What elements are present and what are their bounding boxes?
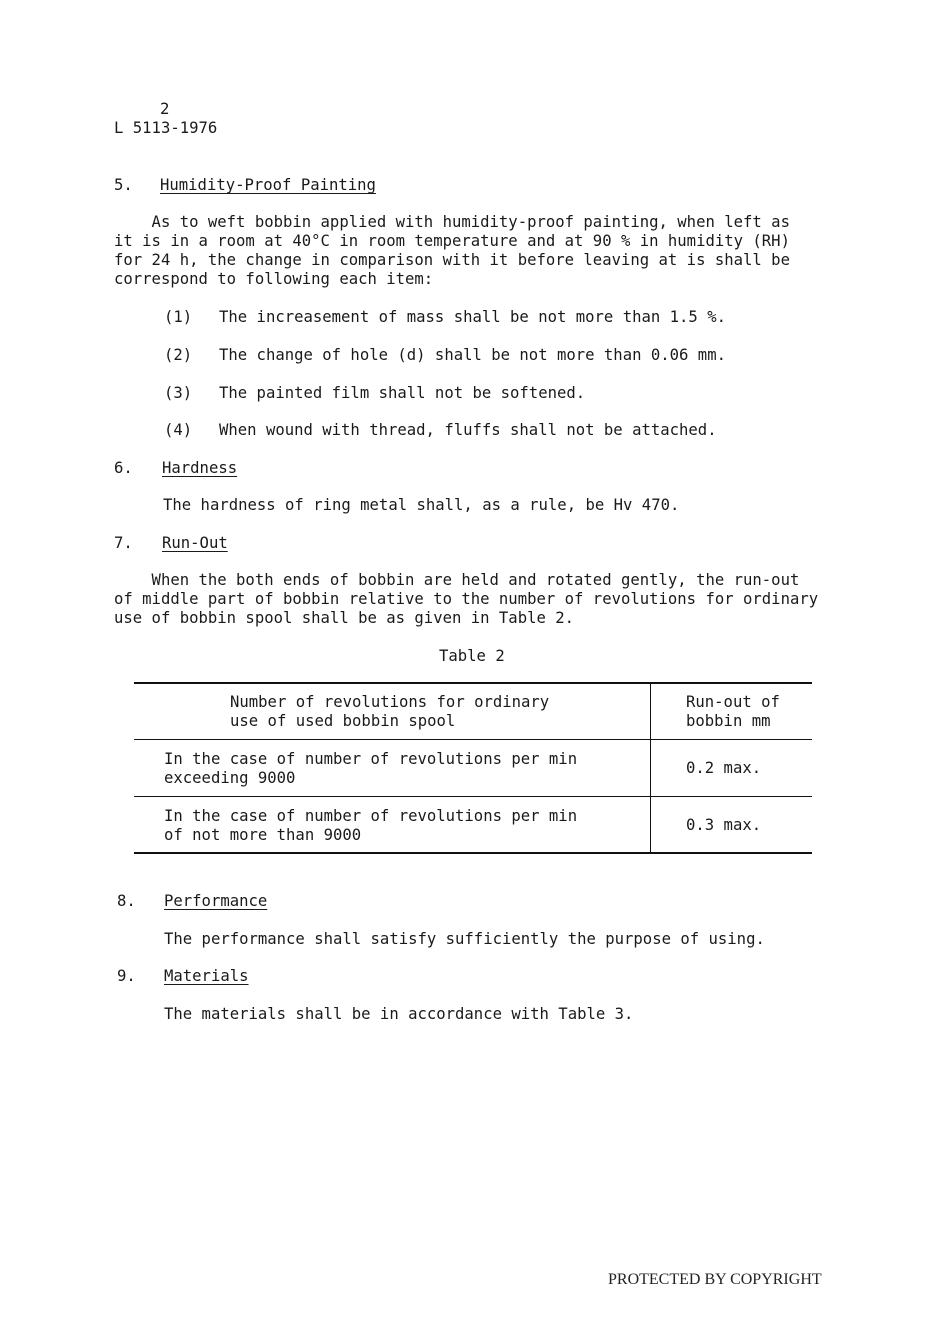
table-cell: of not more than 9000 [164,826,362,844]
section-5-title: Humidity-Proof Painting [160,176,376,194]
table-header-cell: use of used bobbin spool [230,712,456,730]
section-9-number: 9. [117,967,136,985]
item-number: (2) [164,346,193,364]
section-9-body: The materials shall be in accordance with Table 3. [164,1005,634,1023]
table-header-cell: bobbin mm [686,712,771,730]
item-text: The change of hole (d) shall be not more than 0.06 mm. [219,346,726,364]
section-7-body-line: of middle part of bobbin relative to the number of revolutions for ordinary [114,590,819,608]
section-6-body: The hardness of ring metal shall, as a rule, be Hv 470. [163,496,680,514]
section-7-title: Run-Out [162,534,228,552]
table-cell: 0.2 max. [686,759,762,777]
section-8-body: The performance shall satisfy sufficiently the purpose of using. [164,930,765,948]
table-row-rule [134,796,812,797]
table-cell: In the case of number of revolutions per min [164,807,578,825]
section-7-body-line: When the both ends of bobbin are held and rotated gently, the run-out [114,571,800,589]
section-6-title: Hardness [162,459,238,477]
table-header-rule [134,739,812,740]
item-number: (4) [164,421,193,439]
section-5-body-line: correspond to following each item: [114,270,434,288]
section-7-body-line: use of bobbin spool shall be as given in Table 2. [114,609,575,627]
table-top-rule [134,682,812,684]
section-7-number: 7. [114,534,133,552]
section-5-body-line: As to weft bobbin applied with humidity-proof painting, when left as [114,213,790,231]
section-9-title: Materials [164,967,249,985]
standard-id: L 5113-1976 [114,119,218,137]
table-header-cell: Run-out of [686,693,780,711]
section-5-number: 5. [114,176,133,194]
table-header-cell: Number of revolutions for ordinary [230,693,550,711]
item-text: When wound with thread, fluffs shall not be attached. [219,421,717,439]
item-text: The increasement of mass shall be not more than 1.5 %. [219,308,726,326]
section-6-number: 6. [114,459,133,477]
copyright-notice: PROTECTED BY COPYRIGHT [608,1271,822,1288]
section-5-body-line: it is in a room at 40°C in room temperature and at 90 % in humidity (RH) [114,232,790,250]
page-number: 2 [160,100,170,118]
item-number: (1) [164,308,193,326]
item-number: (3) [164,384,193,402]
table-bottom-rule [134,852,812,854]
section-5-body-line: for 24 h, the change in comparison with it before leaving at is shall be [114,251,790,269]
section-8-number: 8. [117,892,136,910]
table-cell: In the case of number of revolutions per min [164,750,578,768]
table-cell: 0.3 max. [686,816,762,834]
table-2-caption: Table 2 [439,647,505,665]
section-8-title: Performance [164,892,268,910]
table-column-divider [650,682,651,854]
item-text: The painted film shall not be softened. [219,384,586,402]
table-cell: exceeding 9000 [164,769,296,787]
